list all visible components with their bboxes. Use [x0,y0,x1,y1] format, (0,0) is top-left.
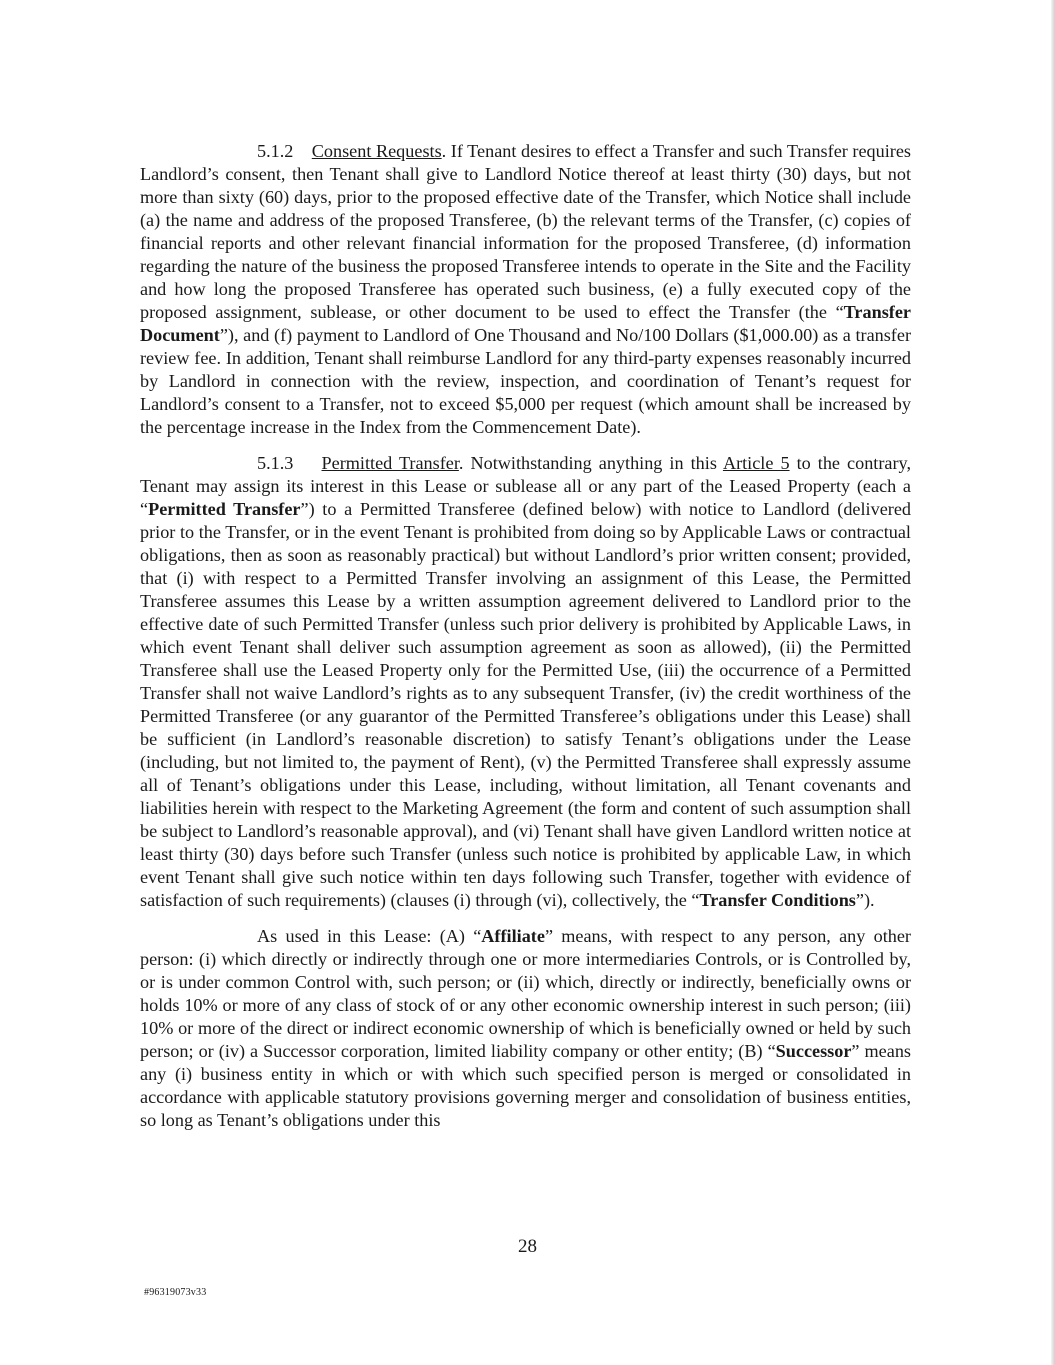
paragraph-text: to the contrary, Tenant may assign its interest in this Lease or sublease all or any part of the Leased Property (each a “ [140,453,911,519]
page-edge-shadow [1051,0,1055,1365]
paragraph-text: ”), and (f) payment to Landlord of One Thousand and No/100 Dollars ($1,000.00) as a transfer review fee. In addition, Tenant shall reimburse Landlord for any third-party expenses reasonably incurred by Landlord in connection with the review, inspection, and coordination of Tenant’s request for Landlord’s consent to a Transfer, not to exceed $5,000 per request (which amount shall be increased by the percentage increase in the Index from the Commencement Date). [140,325,911,437]
section-heading: Permitted Transfer [321,453,459,473]
section-number: 5.1.2 [257,141,294,161]
definitions-paragraph [140,925,911,1132]
paragraph-text: ” means, with respect to any person, any other person: (i) which directly or indirectly through one or more intermediaries Controls, or is Controlled by, or is under common Control with, such person; or (ii) which, directly or indirectly, beneficially owns or holds 10% or more of any class of stock of or any other economic ownership interest in such person; (iii) 10% or more of the direct or indirect economic ownership of which is beneficially owned or held by such person; or (iv) a Successor corporation, limited liability company or other entity; (B) “ [140,926,911,1061]
section-number: 5.1.3 [257,453,294,473]
section-5-1-2 [140,140,911,439]
defined-term: Affiliate [481,926,545,946]
defined-term: Successor [775,1041,852,1061]
paragraph-text: ” means any (i) business entity in which or with which such specified person is merged or consolidated in accordance with applicable statutory provisions governing merger and consolidation of business entities, so long as Tenant’s obligations under this [140,1041,911,1130]
defined-term: Transfer Conditions [699,890,856,910]
document-id: #96319073v33 [144,1287,207,1298]
section-heading: Consent Requests [311,141,442,161]
article-reference: Article 5 [722,453,790,473]
document-body [140,140,911,1145]
defined-term: Transfer Document [140,302,911,345]
paragraph-text: ”). [855,890,875,910]
paragraph-text: As used in this Lease: (A) “ [257,926,482,946]
defined-term: Permitted Transfer [148,499,301,519]
paragraph-text: . Notwithstanding anything in this [458,453,723,473]
paragraph-text: . If Tenant desires to effect a Transfer and such Transfer requires Landlord’s consent, then Tenant shall give to Landlord Notice thereof at least thirty (30) days, but not more than sixty (60) days, prior to the proposed effective date of the Transfer, which Notice shall include (a) the name and address of the proposed Transferee, (b) the relevant terms of the Transfer, (c) copies of financial reports and other relevant financial information for the proposed Transferee, (d) information regarding the nature of the business the proposed Transferee intends to operate in the Site and the Facility and how long the proposed Transferee has operated such business, (e) a fully executed copy of the proposed assignment, sublease, or other document to be used to effect the Transfer (the “ [140,141,911,322]
section-5-1-3 [140,452,911,912]
page-number: 28 [518,1236,537,1257]
paragraph-text: ”) to a Permitted Transferee (defined below) with notice to Landlord (delivered prior to the Transfer, or in the event Tenant is prohibited from doing so by Applicable Laws or contractual obligations, then as soon as reasonably practical) but without Landlord’s prior written consent; provided, that (i) with respect to a Permitted Transfer involving an assignment of this Lease, the Permitted Transferee assumes this Lease by a written assumption agreement delivered to Landlord prior to the effective date of such Permitted Transfer (unless such prior delivery is prohibited by Applicable Laws, in which event Tenant shall deliver such assumption agreement as soon as allowed), (ii) the Permitted Transferee shall use the Leased Property only for the Permitted Use, (iii) the occurrence of a Permitted Transfer shall not waive Landlord’s rights as to any subsequent Transfer, (iv) the credit worthiness of the Permitted Transferee (or any guarantor of the Permitted Transferee’s obligations under this Lease) shall be sufficient (in Landlord’s reasonable discretion) to satisfy Tenant’s obligations under the Lease (including, but not limited to, the payment of Rent), (v) the Permitted Transferee shall expressly assume all of Tenant’s obligations under this Lease, including, without limitation, all Tenant covenants and liabilities herein with respect to the Marketing Agreement (the form and content of such assumption shall be subject to Landlord’s reasonable approval), and (vi) Tenant shall have given Landlord written notice at least thirty (30) days before such Transfer (unless such notice is prohibited by applicable Law, in which event Tenant shall give such notice within ten days following such Transfer, together with evidence of satisfaction of such requirements) (clauses (i) through (vi), collectively, the “ [140,499,911,910]
